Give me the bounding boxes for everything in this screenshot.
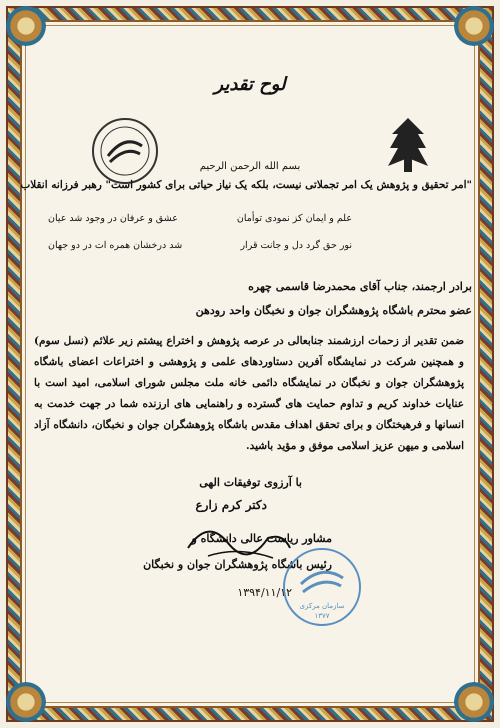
stamp-year: ۱۳۷۷ [314, 612, 330, 620]
young-researchers-club-logo [90, 116, 160, 186]
verse-2-right: نور حق گرد دل و جانت قرار [240, 240, 352, 251]
closing-wish: با آرزوی توفیقات الهی [199, 476, 302, 489]
stamp-text: سازمان مرکزی [299, 602, 345, 610]
certificate-content [20, 28, 472, 700]
verse-1-left: عشق و عرفان در وجود شد عیان [48, 213, 178, 224]
verse-1-right: علم و ایمان کز نمودی توأمان [236, 213, 352, 224]
leader-quote: "امر تحقیق و پژوهش یک امر تجملاتی نیست، بلکه یک نیاز حیاتی برای کشور است" رهبر فرزانه انقلاب [20, 179, 472, 191]
recipient-name: برادر ارجمند، جناب آقای محمدرضا قاسمی چهره [248, 280, 472, 293]
appreciation-body: ضمن تقدیر از زحمات ارزشمند جنابعالی در عرصه پژوهش و اختراع پیشتم زیر علائم (نسل سوم) و همچنین شرکت در نمایشگاه آفرین دستاوردهای علمی و پژوهشی و اختراعات اعضای باشگاه پژوهشگران جوان و نخبگان در نمایشگاه دائمی خانه ملت مجلس شورای اسلامی، امید است با عنایات خداوند کریم و تداوم حمایت های گسترده و راهنمایی های ارزنده شما در جهت خدمت به انسانها و فرهیختگان و برای تحقق اهداف مقدس باشگاه پژوهشگران جوان و نخبگان، دانشگاه آزاد اسلامی و میهن عزیز اسلامی موفق و مؤید باشید. [34, 335, 464, 452]
signer-title-2: رئیس باشگاه پژوهشگران جوان و نخبگان [143, 558, 332, 571]
recipient-position: عضو محترم باشگاه پژوهشگران جوان و نخبگان واحد رودهن [195, 304, 472, 317]
verse-2-left: شد درخشان همره ات در دو جهان [48, 240, 183, 251]
signer-title-1: مشاور ریاست عالی دانشگاه و [191, 532, 332, 545]
signer-name: دکتر کرم زارع [195, 498, 267, 512]
certificate-title: لوح تقدیر [214, 74, 286, 95]
official-stamp [283, 548, 361, 626]
issue-date: ۱۳۹۴/۱۱/۱۲ [237, 586, 292, 599]
basmala: بسم الله الرحمن الرحیم [199, 161, 301, 172]
